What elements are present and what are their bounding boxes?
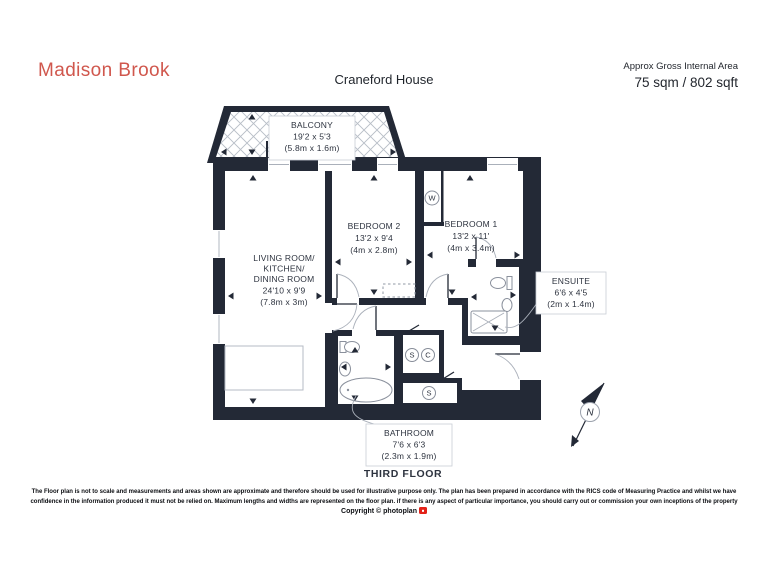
property-title: Craneford House [334,72,434,87]
bedroom2-label [348,221,401,255]
storage1-label: S [409,350,415,360]
svg-text:(4m x 3.4m): (4m x 3.4m) [447,243,495,253]
svg-text:BALCONY: BALCONY [290,120,334,130]
madison-brook-logo: Madison Brook [38,60,170,81]
ensuite-toilet-icon [507,277,512,290]
svg-text:19'2 x 5'3: 19'2 x 5'3 [293,131,331,142]
svg-text:(4m x 2.8m): (4m x 2.8m) [350,245,398,255]
svg-text:DINING ROOM: DINING ROOM [253,274,315,284]
svg-text:BEDROOM 1: BEDROOM 1 [444,219,498,229]
floor-level-label: THIRD FLOOR [363,468,443,480]
svg-text:LIVING ROOM/: LIVING ROOM/ [253,253,315,263]
svg-text:ENSUITE: ENSUITE [551,276,591,286]
svg-text:13'2 x 9'4: 13'2 x 9'4 [355,233,393,243]
svg-text:(2m x 1.4m): (2m x 1.4m) [547,299,595,309]
area-label: Approx Gross Internal Area [623,61,738,72]
svg-text:7'6 x 6'3: 7'6 x 6'3 [392,439,426,450]
svg-text:(7.8m x 3m): (7.8m x 3m) [260,297,308,307]
photoplan-camera-icon [419,507,427,514]
svg-text:(5.8m x 1.6m): (5.8m x 1.6m) [284,143,340,153]
svg-text:13'2 x 11': 13'2 x 11' [452,231,490,241]
area-value: 75 sqm / 802 sqft [634,75,738,90]
svg-text:6'6 x 4'5: 6'6 x 4'5 [554,287,588,298]
svg-text:KITCHEN/: KITCHEN/ [263,263,305,274]
entrance-hall [462,345,520,390]
ensuite-sink-icon [502,299,512,312]
north-compass-icon [571,383,604,447]
bathroom-room [332,330,400,410]
copyright-line: Copyright © photoplan [0,507,768,515]
svg-text:(2.3m x 1.9m): (2.3m x 1.9m) [381,451,437,461]
svg-text:BEDROOM 2: BEDROOM 2 [347,221,401,231]
svg-text:BATHROOM: BATHROOM [383,428,435,438]
living-room-label [253,253,315,307]
storage2-label: S [426,388,432,398]
svg-text:24'10 x 9'9: 24'10 x 9'9 [262,285,306,296]
cupboard-label: C [425,350,431,360]
compass-n-label: N [586,407,594,419]
wardrobe-label: W [428,193,436,203]
disclaimer-text: The Floor plan is not to scale and measurements and areas shown are approximate and therefore should be used for illustrative purpose only. The plan has been prepared in accordance with the RICS code of Measuring Practice and whilst we have confidence in the information produced it must not be relied on. Maximum lengths and widths are represented on the floor plan. if there is any aspect of particular importance, you should carry out or commission your own inceptions of the property [30,489,738,505]
balcony-label [269,116,355,160]
bedroom1-label [445,219,498,253]
